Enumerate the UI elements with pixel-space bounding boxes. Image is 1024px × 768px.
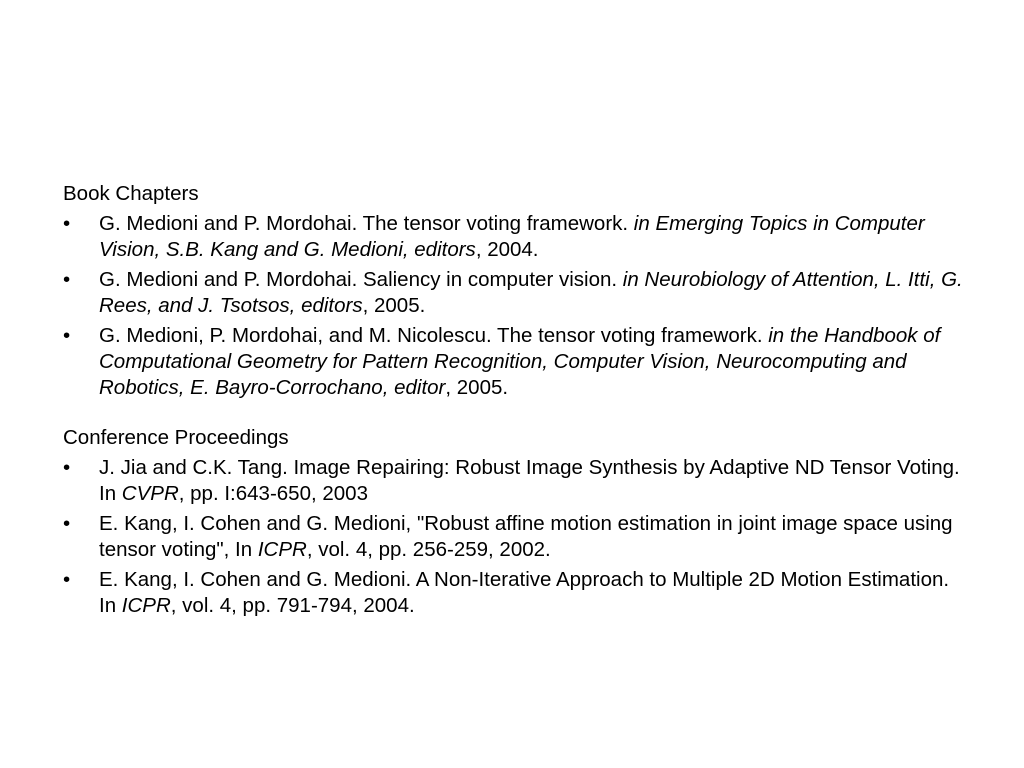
reference-text: G. Medioni, P. Mordohai, and M. Nicolescu. The tensor voting framework. — [99, 324, 769, 347]
reference-text: E. Kang, I. Cohen and G. Medioni, "Robust affine motion estimation in joint image space using tensor voting", In — [99, 512, 953, 561]
reference-text: E. Kang, I. Cohen and G. Medioni. A Non-Iterative Approach to Multiple 2D Motion Estimation. In — [99, 568, 950, 617]
section-heading-book-chapters: Book Chapters — [63, 182, 199, 205]
list-item — [63, 455, 968, 507]
slide-content — [63, 181, 968, 623]
list-item — [63, 567, 968, 619]
reference-venue: in the Handbook of Computational Geometry for Pattern Recognition, Computer Vision, Neurocomputing and Robotics, E. Bayro-Corrochano, editor — [99, 324, 941, 399]
reference-details: , vol. 4, pp. 791-794, 2004. — [170, 594, 415, 617]
list-item — [63, 267, 968, 319]
reference-venue: ICPR — [257, 538, 307, 561]
bullet-icon: • — [63, 456, 71, 479]
reference-year: , 2005. — [362, 294, 426, 317]
reference-year: , 2004. — [475, 238, 539, 261]
bullet-icon: • — [63, 324, 71, 347]
bullet-icon: • — [63, 268, 71, 291]
section-heading-conference-proceedings: Conference Proceedings — [63, 426, 289, 449]
conference-proceedings-list — [63, 455, 968, 619]
reference-text: G. Medioni and P. Mordohai. The tensor voting framework. — [99, 212, 634, 235]
reference-venue: in Neurobiology of Attention, L. Itti, G. Rees, and J. Tsotsos, editors — [99, 268, 963, 317]
reference-text: J. Jia and C.K. Tang. Image Repairing: Robust Image Synthesis by Adaptive ND Tensor Voting. In — [99, 456, 960, 505]
list-item — [63, 323, 968, 401]
bullet-icon: • — [63, 568, 71, 591]
reference-venue: ICPR — [121, 594, 171, 617]
reference-details: , pp. I:643-650, 2003 — [178, 482, 368, 505]
reference-text: G. Medioni and P. Mordohai. Saliency in computer vision. — [99, 268, 623, 291]
list-item — [63, 511, 968, 563]
book-chapters-list — [63, 211, 968, 401]
bullet-icon: • — [63, 212, 71, 235]
reference-venue: CVPR — [121, 482, 179, 505]
reference-venue: in Emerging Topics in Computer Vision, S.B. Kang and G. Medioni, editors — [99, 212, 925, 261]
list-item — [63, 211, 968, 263]
reference-details: , vol. 4, pp. 256-259, 2002. — [306, 538, 551, 561]
bullet-icon: • — [63, 512, 71, 535]
reference-year: , 2005. — [445, 376, 509, 399]
